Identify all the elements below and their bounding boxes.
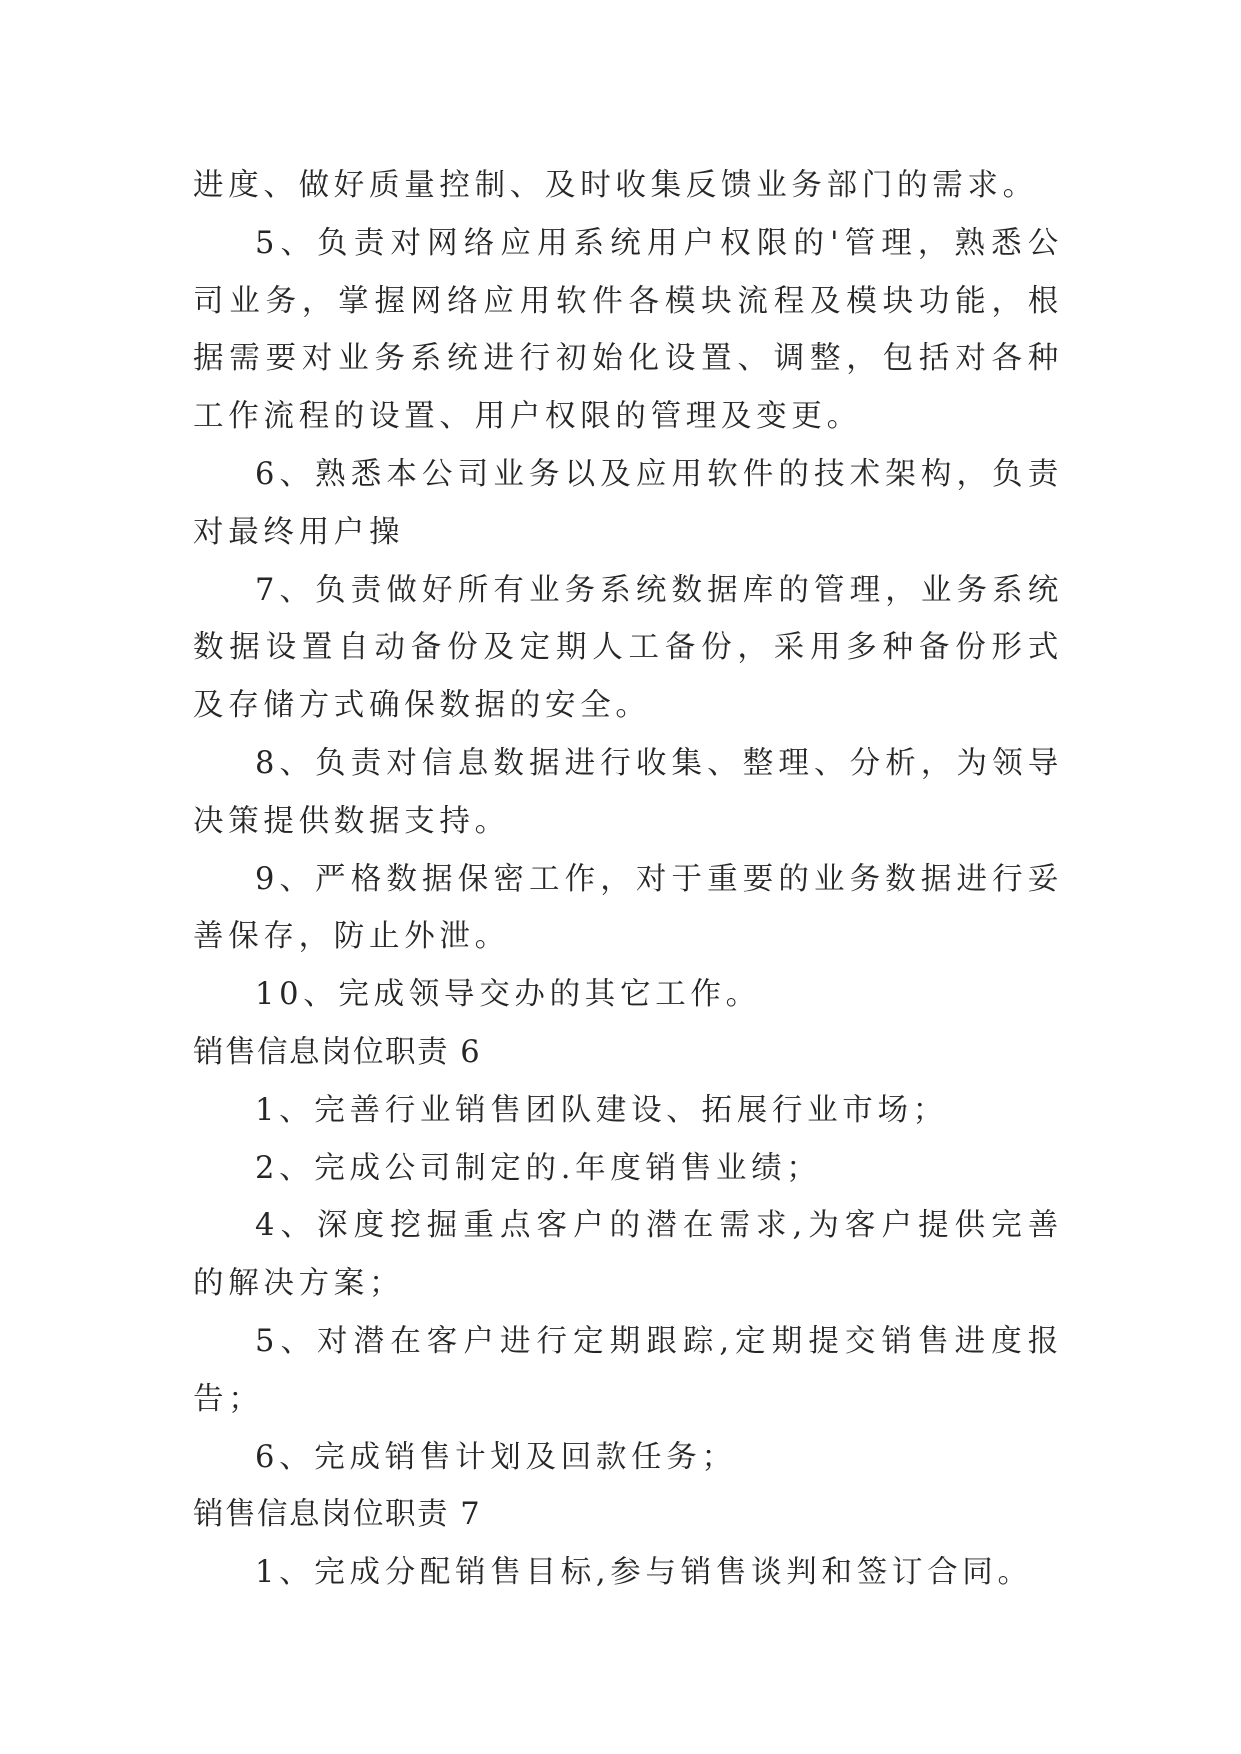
section-heading: 销售信息岗位职责 6 [193, 1034, 482, 1070]
paragraph: 6、完成销售计划及回款任务； [255, 1439, 737, 1475]
section-heading: 销售信息岗位职责 7 [193, 1497, 482, 1533]
paragraph: 9、严格数据保密工作，对于重要的业务数据进行妥善保存，防止外泄。 [193, 861, 1063, 955]
paragraph: 1、完成分配销售目标,参与销售谈判和签订合同。 [255, 1555, 1033, 1591]
paragraph: 5、对潜在客户进行定期跟踪,定期提交销售进度报告； [193, 1323, 1063, 1417]
paragraph: 6、熟悉本公司业务以及应用软件的技术架构，负责对最终用户操 [193, 456, 1063, 550]
paragraph: 4、深度挖掘重点客户的潜在需求,为客户提供完善的解决方案； [193, 1208, 1063, 1302]
paragraph: 进度、做好质量控制、及时收集反馈业务部门的需求。 [193, 168, 1038, 203]
paragraph: 10、完成领导交办的其它工作。 [255, 977, 761, 1013]
paragraph: 5、负责对网络应用系统用户权限的'管理，熟悉公司业务，掌握网络应用软件各模块流程及模块功能，根据需要对业务系统进行初始化设置、调整，包括对各种工作流程的设置、用户权限的管理及变更。 [193, 225, 1063, 435]
paragraph: 1、完善行业销售团队建设、拓展行业市场； [255, 1092, 948, 1128]
paragraph: 2、完成公司制定的.年度销售业绩； [255, 1150, 822, 1186]
paragraph: 7、负责做好所有业务系统数据库的管理，业务系统数据设置自动备份及定期人工备份，采用多种备份形式及存储方式确保数据的安全。 [193, 572, 1063, 724]
paragraph: 8、负责对信息数据进行收集、整理、分析，为领导决策提供数据支持。 [193, 745, 1063, 839]
document-body [193, 157, 1063, 1602]
